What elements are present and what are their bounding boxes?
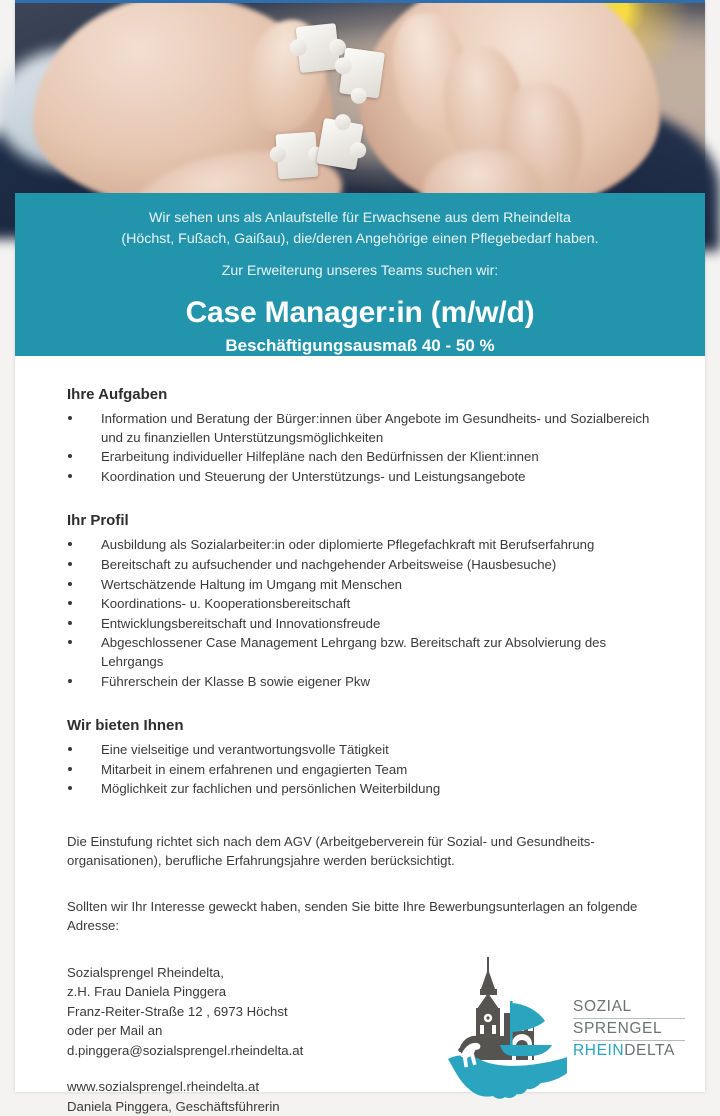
bullet-icon — [68, 786, 72, 790]
list-item — [15, 761, 705, 780]
list-item — [15, 556, 705, 575]
paragraph-einstufung: Die Einstufung richtet sich nach dem AGV (Arbeitgeberverein für Sozial- und Gesundheits-organisationen), berufliche Erfahrungsjahre werden berücksichtigt. — [67, 833, 595, 868]
list-item-text: Erarbeitung individueller Hilfepläne nach den Bedürfnissen der Klient:innen — [101, 449, 539, 465]
list-item — [15, 741, 705, 760]
logo-wordmark — [573, 997, 685, 1062]
list-item-text: Wertschätzende Haltung im Umgang mit Menschen — [101, 576, 403, 592]
section-aufgaben — [15, 356, 705, 486]
list-item — [15, 634, 705, 671]
bullet-icon — [68, 562, 72, 566]
bieten-list — [15, 741, 705, 799]
list-item — [15, 673, 705, 692]
puzzle-piece-icon — [296, 23, 341, 73]
address-website[interactable]: www.sozialsprengel.rheindelta.at — [67, 1079, 260, 1095]
bullet-icon — [68, 474, 72, 478]
list-item-text: Koordination und Steuerung der Unterstützungs- und Leistungsangebote — [101, 468, 526, 484]
section-profil — [15, 487, 705, 691]
section-bieten — [15, 692, 705, 799]
list-item — [15, 576, 705, 595]
aufgaben-list — [15, 410, 705, 486]
list-item-text: Mitarbeit in einem erfahrenen und engagierten Team — [101, 761, 408, 777]
list-item-text: Information und Beratung der Bürger:innen über Angebote im Gesundheits- und Sozialbereich und zu finanziellen Unterstützungsmöglichkeiten — [101, 411, 650, 445]
intro-line-2: (Höchst, Fußach, Gaißau), die/deren Angehörige einen Pflegebedarf haben. — [121, 231, 599, 247]
list-item — [15, 595, 705, 614]
list-item — [15, 615, 705, 634]
puzzle-piece-icon — [339, 47, 385, 98]
logo-line-sprengel: SPRENGEL — [573, 1019, 685, 1041]
intro-line-3: Zur Erweiterung unseres Teams suchen wir: — [221, 263, 499, 279]
hero-photo-puzzle-hands — [15, 3, 705, 193]
address-mail-label: oder per Mail an — [67, 1023, 163, 1039]
logo-line-sozial: SOZIAL — [573, 997, 685, 1019]
job-posting-page — [15, 0, 705, 1114]
logo-delta-text: DELTA — [624, 1042, 675, 1059]
list-item-text: Bereitschaft zu aufsuchender und nachgehender Arbeitsweise (Hausbesuche) — [101, 556, 557, 572]
logo-rhein-text: RHEIN — [573, 1042, 625, 1059]
list-item-text: Führerschein der Klasse B sowie eigener Pkw — [101, 673, 371, 689]
bullet-icon — [68, 640, 72, 644]
section-heading-aufgaben: Ihre Aufgaben — [67, 386, 168, 403]
list-item — [15, 536, 705, 555]
list-item-text: Koordinations- u. Kooperationsbereitschaft — [101, 596, 351, 612]
address-attn: z.H. Frau Daniela Pinggera — [67, 984, 227, 1000]
address-email[interactable]: d.pinggera@sozialsprengel.rheindelta.at — [67, 1042, 304, 1058]
logo-mark-church-boat-icon — [440, 955, 570, 1090]
list-item — [15, 410, 705, 447]
list-item-text: Eine vielseitige und verantwortungsvolle Tätigkeit — [101, 742, 389, 758]
sozialsprengel-logo — [440, 955, 685, 1090]
headline-band — [15, 193, 705, 356]
address-street: Franz-Reiter-Straße 12 , 6973 Höchst — [67, 1003, 288, 1019]
top-accent-line — [15, 0, 705, 3]
section-heading-bieten: Wir bieten Ihnen — [67, 717, 184, 735]
bullet-icon — [68, 416, 72, 420]
list-item — [15, 468, 705, 487]
address-contact-person: Daniela Pinggera, Geschäftsführerin — [67, 1098, 280, 1114]
bullet-icon — [68, 747, 72, 751]
employment-scope: Beschäftigungsausmaß 40 - 50 % — [225, 336, 495, 355]
list-item-text: Entwicklungsbereitschaft und Innovationsfreude — [101, 615, 381, 631]
address-org: Sozialsprengel Rheindelta, — [67, 964, 224, 980]
bullet-icon — [68, 601, 72, 605]
bullet-icon — [68, 621, 72, 625]
intro-line-1: Wir sehen uns als Anlaufstelle für Erwachsene aus dem Rheindelta — [149, 210, 571, 226]
list-item — [15, 780, 705, 799]
list-item-text: Ausbildung als Sozialarbeiter:in oder diplomierte Pflegefachkraft mit Berufserfahrung — [101, 537, 595, 553]
puzzle-piece-icon — [316, 118, 363, 170]
bullet-icon — [68, 582, 72, 586]
list-item — [15, 448, 705, 467]
bullet-icon — [68, 542, 72, 546]
bullet-icon — [68, 767, 72, 771]
paragraph-interesse: Sollten wir Ihr Interesse geweckt haben, senden Sie bitte Ihre Bewerbungsunterlagen an folgende Adresse: — [67, 898, 638, 933]
list-item-text: Möglichkeit zur fachlichen und persönlichen Weiterbildung — [101, 781, 441, 797]
puzzle-piece-icon — [275, 132, 318, 180]
bullet-icon — [68, 454, 72, 458]
logo-line-rheindelta — [573, 1041, 685, 1062]
bullet-icon — [68, 679, 72, 683]
list-item-text: Abgeschlossener Case Management Lehrgang bzw. Bereitschaft zur Absolvierung des Lehrgangs — [101, 635, 607, 669]
profil-list — [15, 536, 705, 691]
section-heading-profil: Ihr Profil — [67, 512, 129, 530]
job-title: Case Manager:in (m/w/d) — [185, 296, 535, 329]
